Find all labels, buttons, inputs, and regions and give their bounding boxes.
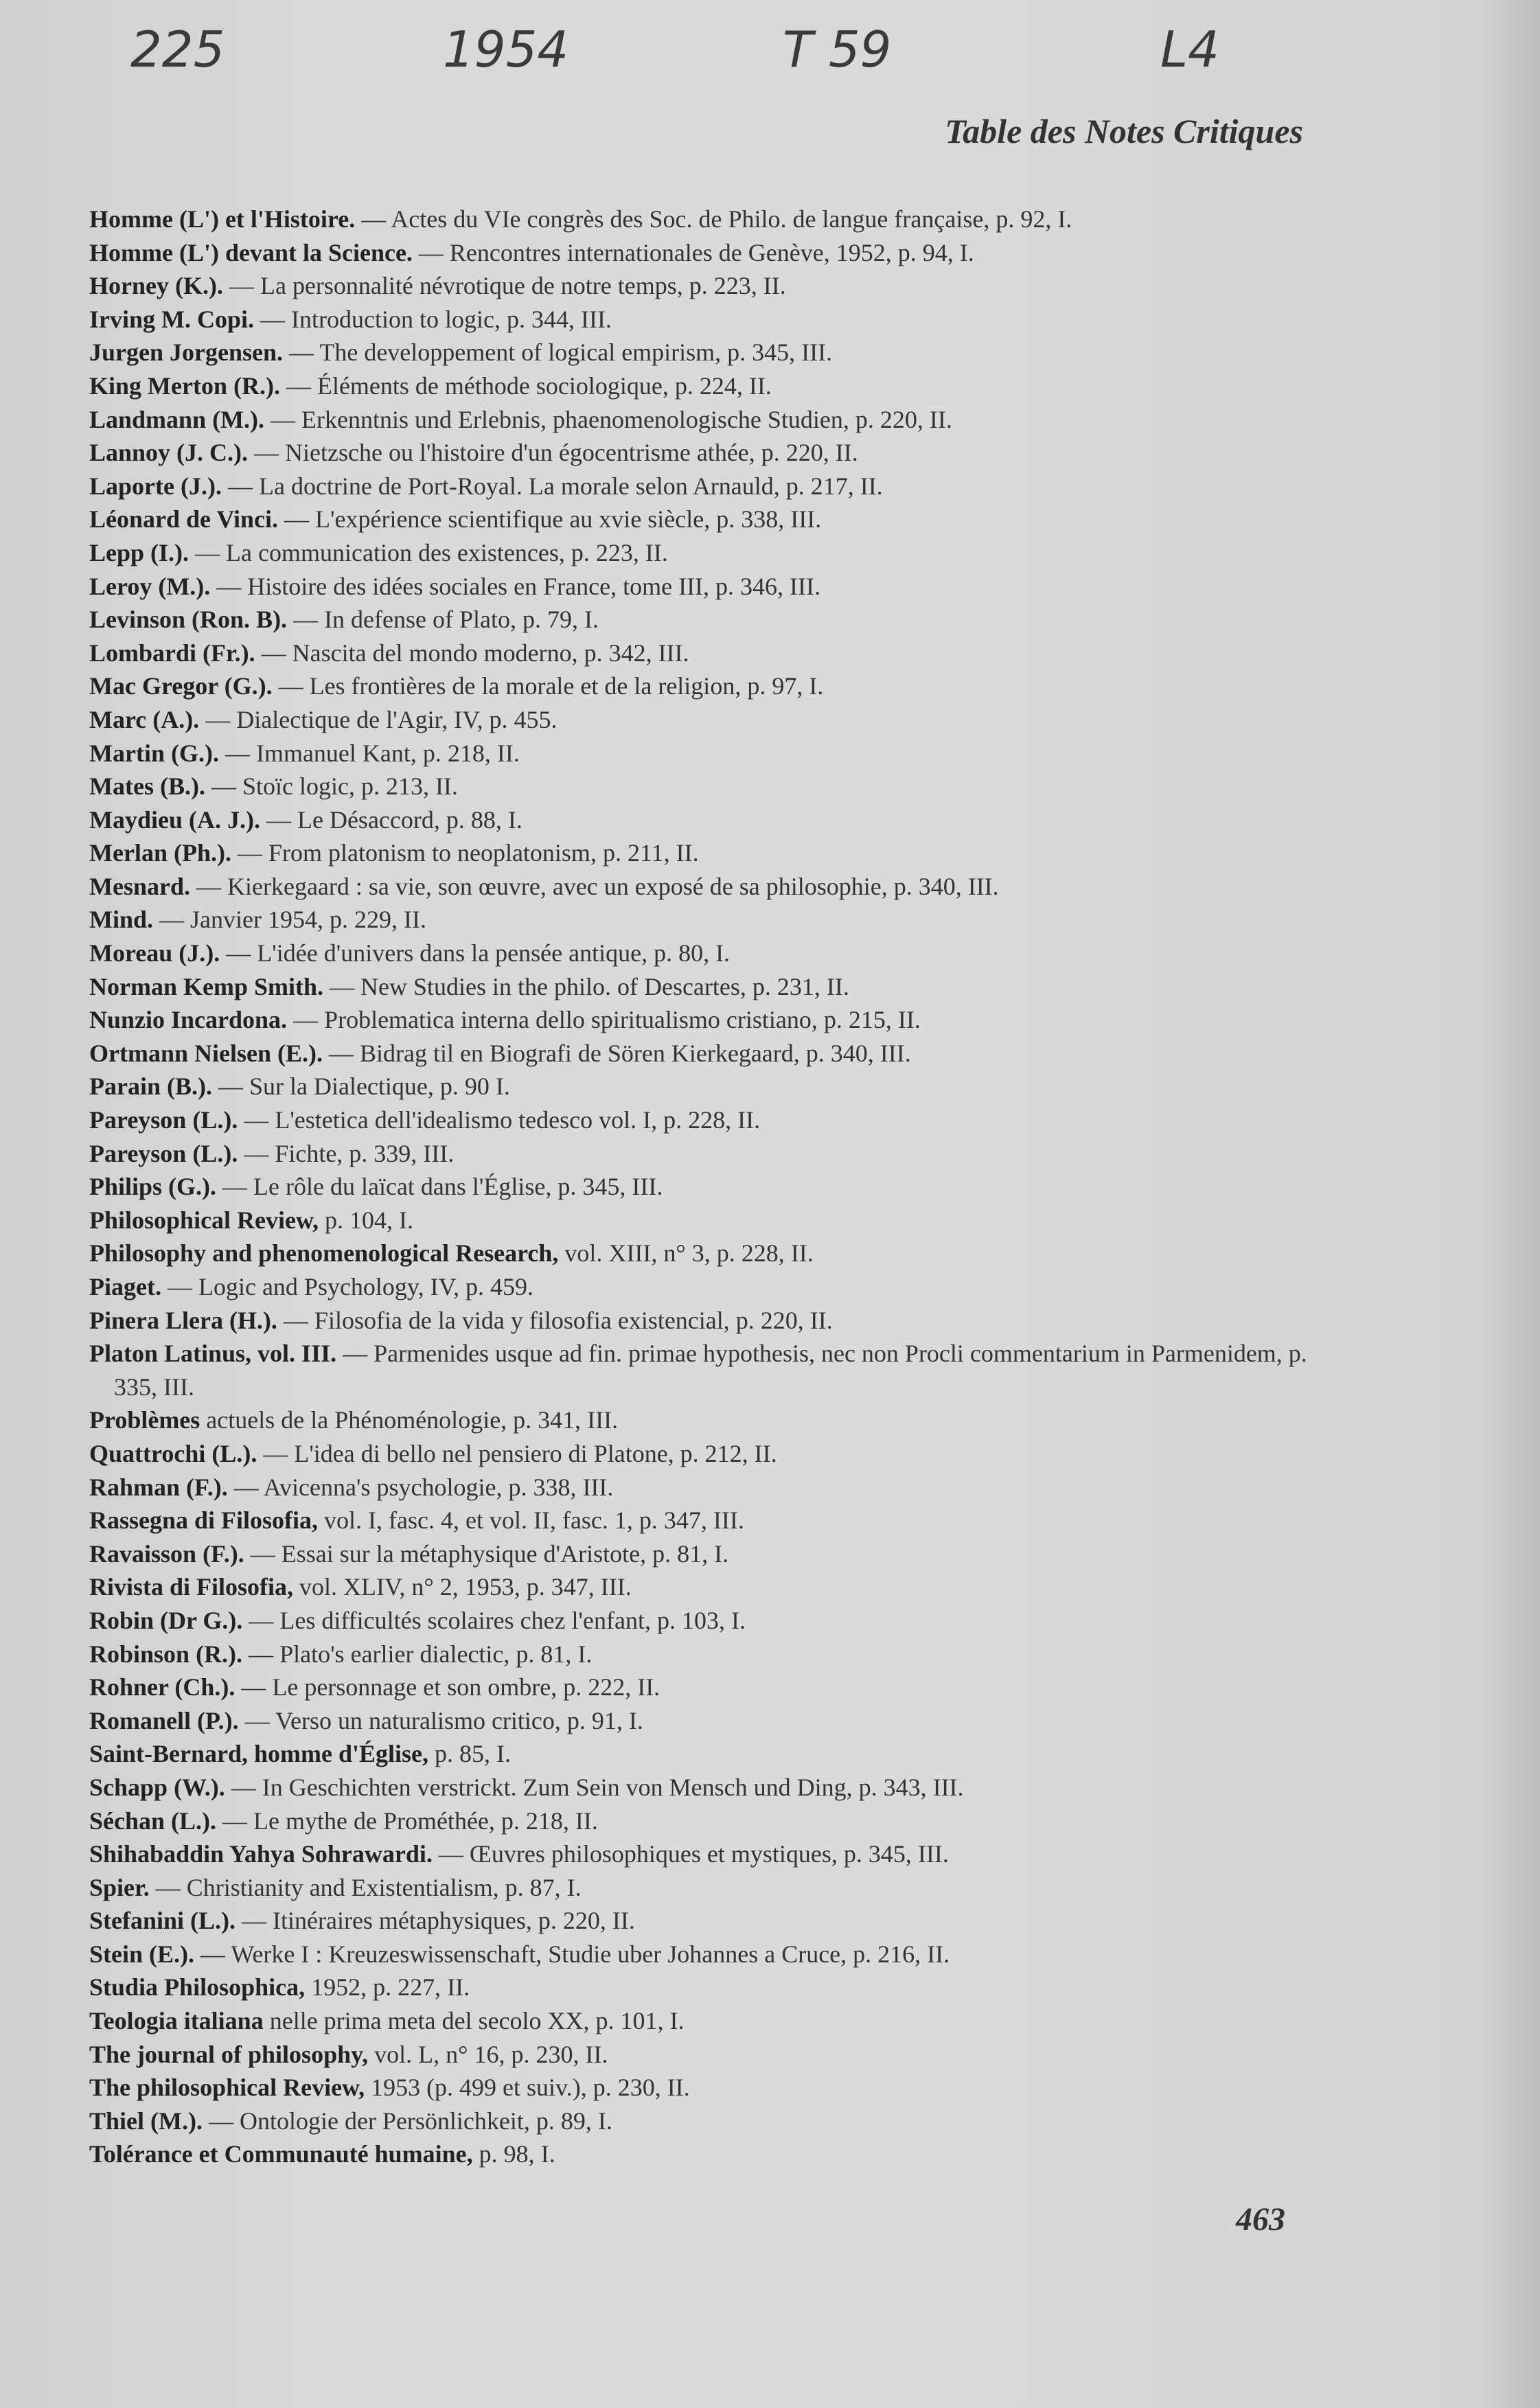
entry-author: Mac Gregor (G.).: [89, 672, 273, 700]
entry-reference: — New Studies in the philo. of Descartes, p. 231, II.: [323, 972, 849, 1000]
entry-reference: — Sur la Dialectique, p. 90 I.: [211, 1073, 510, 1101]
index-entry-list: [89, 203, 1325, 2171]
entry-author: Quattrochi (L.).: [89, 1439, 257, 1467]
index-entry: [89, 536, 1325, 570]
entry-reference: p. 104, I.: [319, 1206, 414, 1234]
running-head: Table des Notes Critiques: [945, 112, 1303, 150]
entry-author: Studia Philosophica,: [89, 1973, 306, 2002]
entry-author: Lepp (I.).: [89, 538, 189, 566]
index-entry: [89, 2071, 1325, 2105]
entry-reference: — La personnalité névrotique de notre temps, p. 223, II.: [222, 272, 786, 300]
index-entry: [89, 503, 1325, 536]
entry-author: Rohner (Ch.).: [89, 1673, 235, 1701]
index-entry: [89, 637, 1325, 670]
entry-reference: — Nascita del mondo moderno, p. 342, III.: [255, 639, 689, 667]
entry-author: Philosophy and phenomenological Research,: [89, 1239, 559, 1268]
index-entry: [89, 903, 1325, 937]
index-entry: [89, 269, 1325, 303]
index-entry: [89, 703, 1325, 737]
index-entry: [89, 1671, 1325, 1704]
index-entry: [89, 937, 1325, 970]
index-entry: [89, 236, 1325, 270]
entry-reference: — Le Désaccord, p. 88, I.: [260, 805, 522, 834]
entry-author: Saint-Bernard, homme d'Église,: [89, 1740, 429, 1768]
entry-reference: — Parmenides usque ad fin. primae hypothesis, nec non Procli commentarium in Parmenidem, p. 335, III.: [114, 1340, 1307, 1401]
entry-author: Mesnard.: [89, 872, 190, 900]
index-entry: [89, 1537, 1325, 1571]
index-entry: [89, 1837, 1325, 1871]
entry-author: Romanell (P.).: [89, 1706, 239, 1734]
entry-reference: — Stoïc logic, p. 213, II.: [205, 772, 458, 801]
entry-reference: — Erkenntnis und Erlebnis, phaenomenologische Studien, p. 220, II.: [264, 405, 952, 433]
index-entry: [89, 1137, 1325, 1171]
entry-reference: — From platonism to neoplatonism, p. 211, II.: [231, 839, 699, 867]
entry-author: Piaget.: [89, 1273, 161, 1300]
index-entry: [89, 1638, 1325, 1671]
index-entry: [89, 836, 1325, 870]
entry-author: Schapp (W.).: [89, 1773, 225, 1801]
index-entry: [89, 737, 1325, 770]
entry-reference: — L'estetica dell'idealismo tedesco vol. I, p. 228, II.: [238, 1106, 761, 1134]
entry-author: Jurgen Jorgensen.: [89, 339, 283, 367]
index-entry: [89, 1471, 1325, 1504]
index-entry: [89, 669, 1325, 703]
entry-reference: vol. L, n° 16, p. 230, II.: [368, 2040, 608, 2068]
entry-author: Ortmann Nielsen (E.).: [89, 1039, 323, 1067]
entry-author: Homme (L') devant la Science.: [89, 238, 413, 266]
entry-author: Robin (Dr G.).: [89, 1606, 243, 1634]
index-entry: [89, 1737, 1325, 1771]
entry-reference: — Werke I : Kreuzeswissenschaft, Studie uber Johannes a Cruce, p. 216, II.: [194, 1940, 950, 1968]
index-entry: [89, 403, 1325, 437]
entry-author: Philips (G.).: [89, 1173, 217, 1201]
entry-reference: — Itinéraires métaphysiques, p. 220, II.: [235, 1907, 635, 1935]
entry-author: Séchan (L.).: [89, 1807, 217, 1835]
index-entry: [89, 470, 1325, 503]
entry-reference: — Nietzsche ou l'histoire d'un égocentrisme athée, p. 220, II.: [248, 439, 858, 467]
entry-reference: — In defense of Plato, p. 79, I.: [287, 606, 599, 634]
entry-author: Lombardi (Fr.).: [89, 639, 255, 667]
index-entry: [89, 2137, 1325, 2171]
index-entry: [89, 1070, 1325, 1103]
entry-reference: — Verso un naturalismo critico, p. 91, I.: [238, 1706, 643, 1734]
entry-reference: — Éléments de méthode sociologique, p. 224, II.: [279, 371, 772, 400]
entry-author: King Merton (R.).: [89, 371, 280, 400]
entry-reference: — Ontologie der Persönlichkeit, p. 89, I.: [202, 2107, 612, 2135]
index-entry: [89, 1704, 1325, 1738]
entry-author: Mind.: [89, 906, 154, 934]
entry-reference: — Bidrag til en Biografi de Sören Kierkegaard, p. 340, III.: [322, 1039, 911, 1067]
entry-author: Maydieu (A. J.).: [89, 805, 260, 834]
entry-reference: — Kierkegaard : sa vie, son œuvre, avec un exposé de sa philosophie, p. 340, III.: [190, 872, 999, 900]
handwritten-note: L4: [1160, 21, 1219, 78]
entry-reference: — La doctrine de Port-Royal. La morale selon Arnauld, p. 217, II.: [221, 472, 883, 500]
index-entry: [89, 1204, 1325, 1237]
entry-author: Stein (E.).: [89, 1940, 194, 1968]
index-entry: [89, 1170, 1325, 1204]
entry-author: The philosophical Review,: [89, 2074, 365, 2102]
entry-author: Philosophical Review,: [89, 1206, 319, 1234]
index-entry: [89, 1304, 1325, 1338]
entry-reference: nelle prima meta del secolo XX, p. 101, I.: [263, 2007, 685, 2035]
index-entry: [89, 203, 1325, 236]
handwritten-annotations: [0, 14, 1540, 89]
handwritten-note: 225: [130, 21, 225, 78]
entry-reference: — Actes du VIe congrès des Soc. de Philo. de langue française, p. 92, I.: [355, 205, 1072, 233]
entry-reference: 1952, p. 227, II.: [305, 1973, 470, 2002]
entry-reference: — Les difficultés scolaires chez l'enfant, p. 103, I.: [242, 1606, 746, 1634]
index-entry: [89, 1437, 1325, 1471]
entry-author: Stefanini (L.).: [89, 1907, 236, 1935]
entry-author: Merlan (Ph.).: [89, 839, 231, 867]
entry-reference: actuels de la Phénoménologie, p. 341, III.: [200, 1406, 619, 1434]
entry-author: Parain (B.).: [89, 1073, 212, 1101]
entry-author: Rahman (F.).: [89, 1473, 228, 1501]
entry-reference: p. 85, I.: [428, 1740, 512, 1768]
entry-author: Problèmes: [89, 1406, 200, 1434]
entry-reference: — La communication des existences, p. 223, II.: [189, 538, 668, 566]
entry-author: Norman Kemp Smith.: [89, 972, 323, 1000]
entry-author: Martin (G.).: [89, 739, 219, 767]
entry-author: Levinson (Ron. B).: [89, 606, 288, 634]
index-entry: [89, 2004, 1325, 2038]
index-entry: [89, 1771, 1325, 1804]
entry-reference: — Problematica interna dello spiritualismo cristiano, p. 215, II.: [287, 1006, 921, 1034]
entry-reference: — Avicenna's psychologie, p. 338, III.: [227, 1473, 614, 1501]
entry-reference: — L'idea di bello nel pensiero di Platone, p. 212, II.: [257, 1439, 777, 1467]
index-entry: [89, 1904, 1325, 1938]
entry-reference: p. 98, I.: [472, 2140, 555, 2168]
entry-reference: vol. I, fasc. 4, et vol. II, fasc. 1, p. 347, III.: [318, 1506, 744, 1535]
entry-author: Ravaisson (F.).: [89, 1539, 244, 1568]
index-entry: [89, 336, 1325, 369]
page-number: 463: [1236, 2201, 1285, 2238]
entry-author: Rivista di Filosofia,: [89, 1573, 294, 1601]
entry-author: Mates (B.).: [89, 772, 205, 801]
entry-author: Spier.: [89, 1873, 150, 1901]
entry-author: Robinson (R.).: [89, 1640, 243, 1668]
index-entry: [89, 1604, 1325, 1638]
entry-reference: — Histoire des idées sociales en France, tome III, p. 346, III.: [210, 572, 821, 600]
entry-author: Pareyson (L.).: [89, 1139, 238, 1167]
index-entry: [89, 1003, 1325, 1037]
index-entry: [89, 1871, 1325, 1905]
entry-reference: vol. XLIV, n° 2, 1953, p. 347, III.: [293, 1573, 632, 1601]
index-entry: [89, 303, 1325, 336]
index-entry: [89, 970, 1325, 1004]
entry-reference: — Les frontières de la morale et de la religion, p. 97, I.: [272, 672, 824, 700]
index-entry: [89, 1804, 1325, 1838]
entry-reference: — Janvier 1954, p. 229, II.: [153, 906, 426, 934]
entry-reference: — Logic and Psychology, IV, p. 459.: [161, 1273, 533, 1300]
entry-author: Nunzio Incardona.: [89, 1006, 288, 1034]
entry-author: Tolérance et Communauté humaine,: [89, 2140, 473, 2168]
index-entry: [89, 1337, 1325, 1403]
entry-reference: — Œuvres philosophiques et mystiques, p. 345, III.: [432, 1840, 949, 1868]
entry-author: Marc (A.).: [89, 705, 200, 733]
index-entry: [89, 1037, 1325, 1070]
entry-reference: — Essai sur la métaphysique d'Aristote, p. 81, I.: [244, 1539, 729, 1568]
index-entry: [89, 2105, 1325, 2138]
entry-author: Rassegna di Filosofia,: [89, 1506, 319, 1535]
entry-reference: — L'idée d'univers dans la pensée antique, p. 80, I.: [220, 939, 731, 967]
entry-reference: vol. XIII, n° 3, p. 228, II.: [558, 1239, 814, 1268]
entry-reference: — Fichte, p. 339, III.: [238, 1139, 455, 1167]
entry-author: Platon Latinus, vol. III.: [89, 1340, 337, 1368]
entry-author: Teologia italiana: [89, 2007, 264, 2035]
entry-reference: — Le personnage et son ombre, p. 222, II.: [235, 1673, 660, 1701]
entry-reference: — Rencontres internationales de Genève, 1952, p. 94, I.: [412, 238, 974, 266]
index-entry: [89, 2038, 1325, 2072]
entry-reference: — Le rôle du laïcat dans l'Église, p. 345, III.: [216, 1173, 663, 1201]
entry-reference: — Introduction to logic, p. 344, III.: [254, 305, 612, 333]
index-entry: [89, 1103, 1325, 1137]
index-entry: [89, 369, 1325, 403]
entry-author: Irving M. Copi.: [89, 305, 255, 333]
entry-author: Shihabaddin Yahya Sohrawardi.: [89, 1840, 433, 1868]
entry-reference: — Filosofia de la vida y filosofia existencial, p. 220, II.: [277, 1306, 833, 1334]
entry-author: Leroy (M.).: [89, 572, 211, 600]
index-entry: [89, 870, 1325, 904]
index-entry: [89, 603, 1325, 637]
index-entry: [89, 1403, 1325, 1437]
entry-reference: — The developpement of logical empirism, p. 345, III.: [283, 339, 833, 367]
index-entry: [89, 570, 1325, 604]
handwritten-note: T 59: [783, 21, 892, 78]
entry-author: Léonard de Vinci.: [89, 505, 279, 534]
entry-author: Homme (L') et l'Histoire.: [89, 205, 356, 233]
entry-reference: — In Geschichten verstrickt. Zum Sein von Mensch und Ding, p. 343, III.: [225, 1773, 964, 1801]
index-entry: [89, 436, 1325, 470]
entry-author: Landmann (M.).: [89, 405, 265, 433]
entry-reference: — Dialectique de l'Agir, IV, p. 455.: [199, 705, 558, 733]
index-entry: [89, 1270, 1325, 1304]
entry-author: Pareyson (L.).: [89, 1106, 238, 1134]
index-entry: [89, 770, 1325, 803]
index-entry: [89, 1971, 1325, 2004]
index-entry: [89, 1938, 1325, 1971]
index-entry: [89, 1570, 1325, 1604]
entry-author: Horney (K.).: [89, 272, 223, 300]
entry-author: Laporte (J.).: [89, 472, 222, 500]
entry-reference: — Immanuel Kant, p. 218, II.: [218, 739, 520, 767]
handwritten-note: 1954: [443, 21, 569, 78]
entry-reference: — Plato's earlier dialectic, p. 81, I.: [242, 1640, 593, 1668]
entry-author: Lannoy (J. C.).: [89, 439, 249, 467]
index-entry: [89, 1237, 1325, 1270]
entry-reference: — L'expérience scientifique au xvie siècle, p. 338, III.: [278, 505, 822, 534]
index-entry: [89, 1504, 1325, 1537]
entry-author: The journal of philosophy,: [89, 2040, 369, 2068]
entry-reference: — Le mythe de Prométhée, p. 218, II.: [216, 1807, 598, 1835]
entry-author: Thiel (M.).: [89, 2107, 203, 2135]
entry-reference: — Christianity and Existentialism, p. 87, I.: [149, 1873, 582, 1901]
index-entry: [89, 803, 1325, 837]
entry-author: Moreau (J.).: [89, 939, 220, 967]
entry-author: Pinera Llera (H.).: [89, 1306, 277, 1334]
entry-reference: 1953 (p. 499 et suiv.), p. 230, II.: [365, 2074, 690, 2102]
